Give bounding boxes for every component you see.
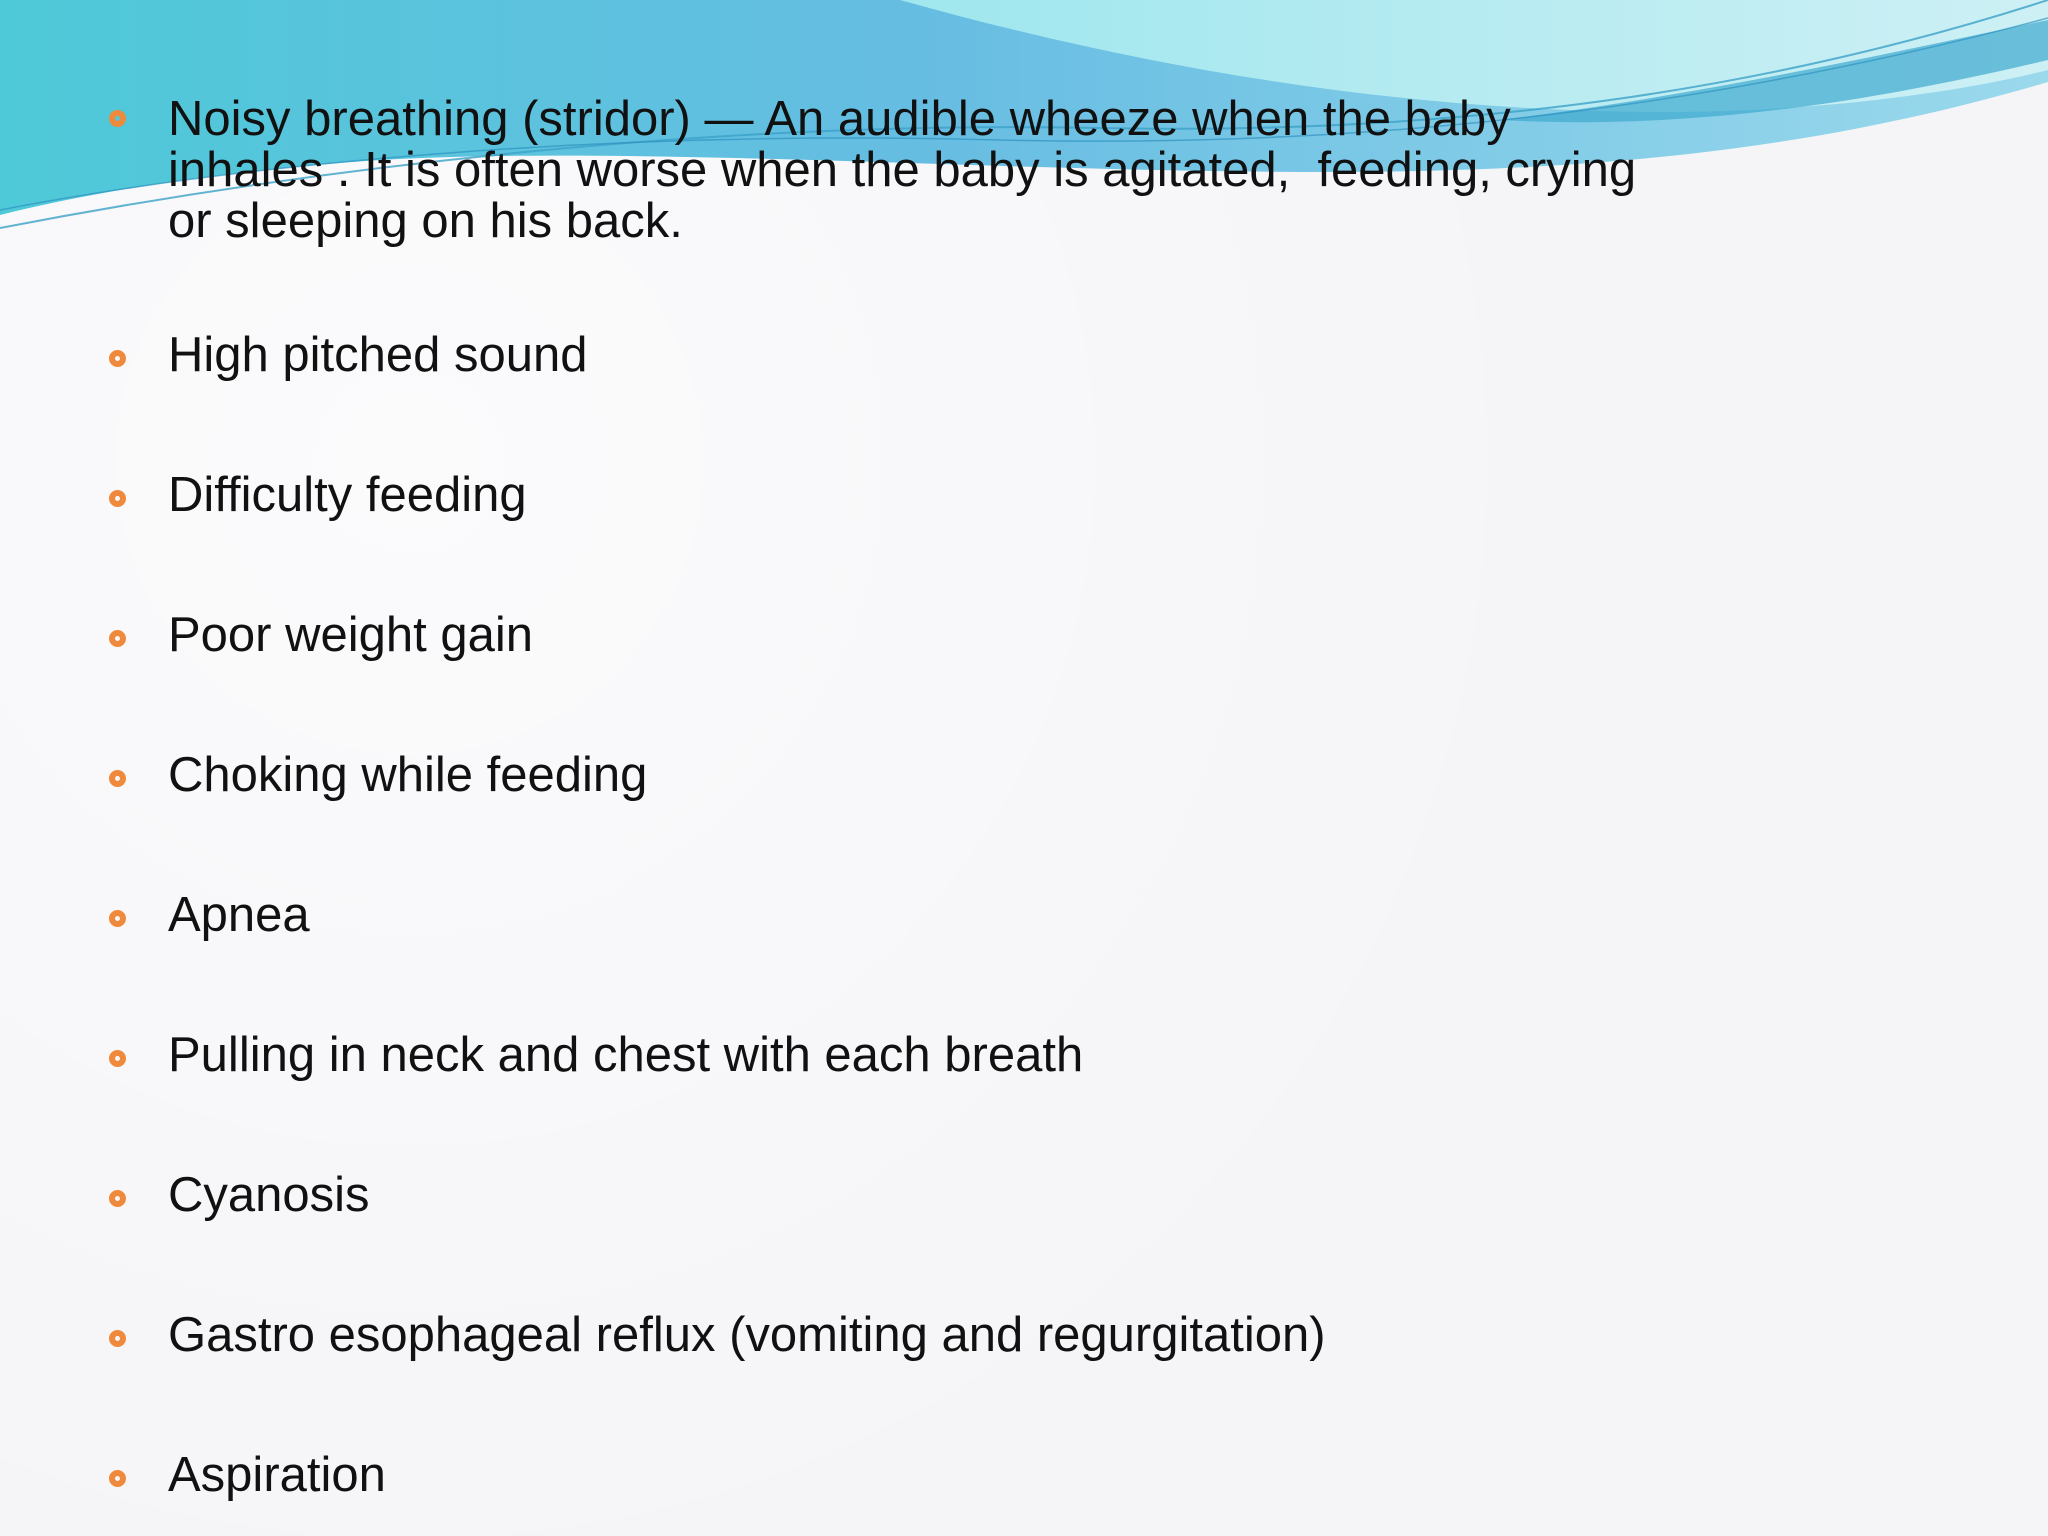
list-item-text: Gastro esophageal reflux (vomiting and regurgitation): [168, 1308, 1326, 1362]
list-item-text: Noisy breathing (stridor) — An audible wheeze when the baby inhales . It is often worse when the baby is agitated, feeding, crying or sleeping on his back.: [168, 92, 1650, 248]
bullet-icon: [109, 1050, 126, 1067]
bullet-icon: [109, 350, 126, 367]
bullet-icon: [109, 1470, 126, 1487]
bullet-icon: [109, 770, 126, 787]
list-item-text: Cyanosis: [168, 1168, 370, 1222]
list-item-text: Choking while feeding: [168, 748, 648, 802]
list-item-text: Aspiration: [168, 1448, 386, 1502]
list-item-text: High pitched sound: [168, 328, 588, 382]
bullet-icon: [109, 1190, 126, 1207]
bullet-icon: [109, 490, 126, 507]
list-item-text: Poor weight gain: [168, 608, 534, 662]
list-item-text: Difficulty feeding: [168, 468, 527, 522]
list-item-text: Apnea: [168, 888, 310, 942]
list-item-text: Pulling in neck and chest with each breath: [168, 1028, 1084, 1082]
bullet-icon: [109, 1330, 126, 1347]
bullet-icon: [109, 110, 126, 127]
bullet-icon: [109, 910, 126, 927]
bullet-icon: [109, 630, 126, 647]
